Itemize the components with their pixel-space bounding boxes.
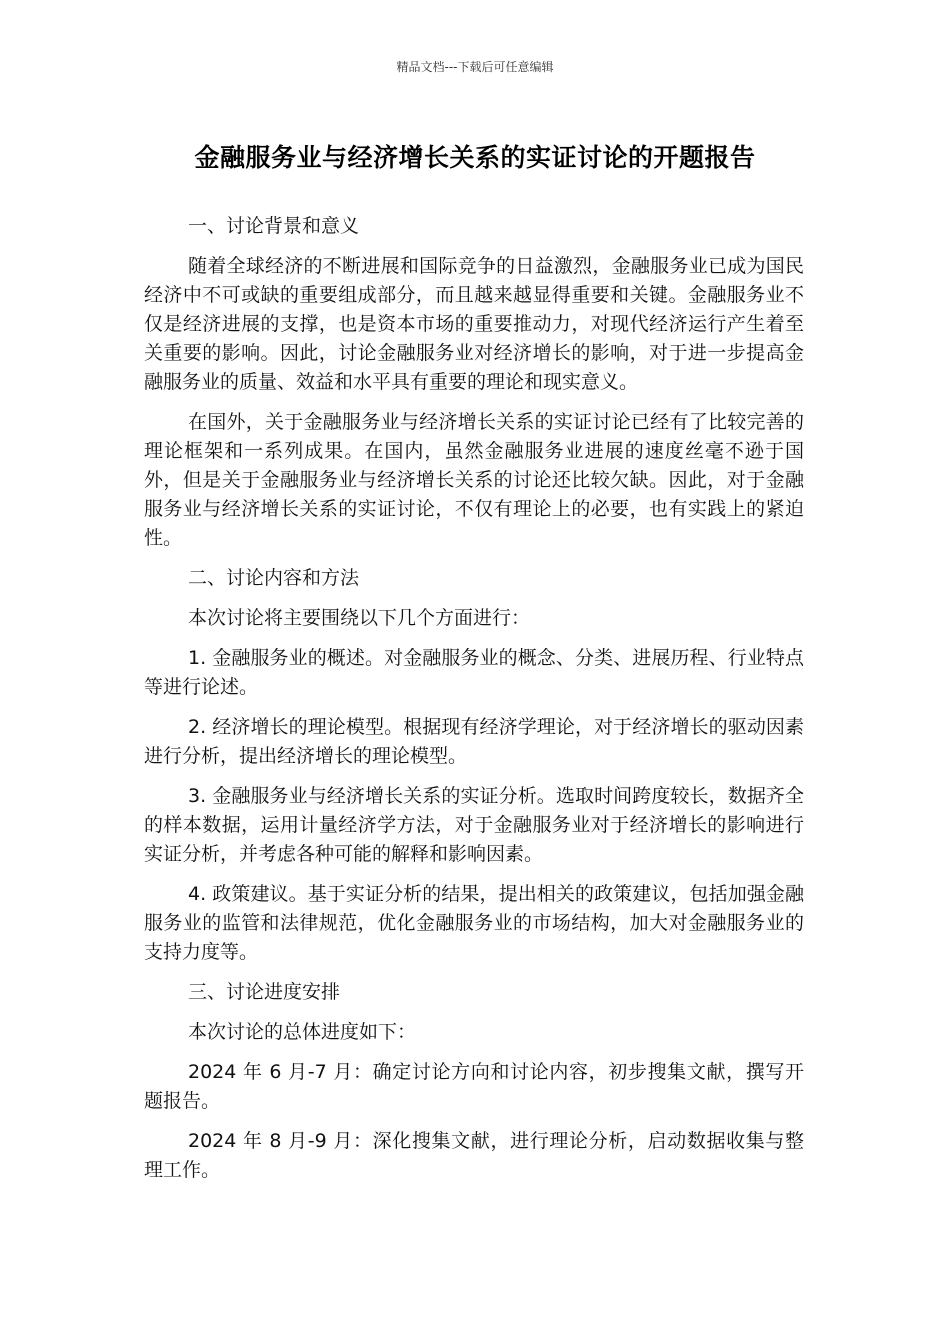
document-title: 金融服务业与经济增长关系的实证讨论的开题报告 bbox=[194, 143, 756, 172]
schedule-item-june-july: 2024 年 6 月-7 月：确定讨论方向和讨论内容，初步搜集文献，撰写开题报告。 bbox=[144, 1061, 804, 1112]
paragraph-background-1: 随着全球经济的不断进展和国际竞争的日益激烈，金融服务业已成为国民经济中不可或缺的重要组成部分，而且越来越显得重要和关键。金融服务业不仅是经济进展的支撑，也是资本市场的重要推动力，对现代经济运行产生着至关重要的影响。因此，讨论金融服务业对经济增长的影响，对于进一步提高金融服务业的质量、效益和水平具有重要的理论和现实意义。 bbox=[144, 255, 804, 393]
paragraph-content-intro: 本次讨论将主要围绕以下几个方面进行： bbox=[188, 607, 531, 629]
section-heading-content-methods: 二、讨论内容和方法 bbox=[188, 567, 360, 589]
section-heading-background: 一、讨论背景和意义 bbox=[188, 215, 360, 237]
list-item-empirical-analysis: 3. 金融服务业与经济增长关系的实证分析。选取时间跨度较长，数据齐全的样本数据，运用计量经济学方法，对于金融服务业对于经济增长的影响进行实证分析，并考虑各种可能的解释和影响因素。 bbox=[144, 785, 804, 865]
section-heading-schedule: 三、讨论进度安排 bbox=[188, 981, 341, 1003]
list-item-growth-model: 2. 经济增长的理论模型。根据现有经济学理论，对于经济增长的驱动因素进行分析，提出经济增长的理论模型。 bbox=[144, 716, 804, 767]
document-body bbox=[144, 212, 804, 1196]
list-item-policy: 4. 政策建议。基于实证分析的结果，提出相关的政策建议，包括加强金融服务业的监管和法律规范，优化金融服务业的市场结构，加大对金融服务业的支持力度等。 bbox=[144, 883, 804, 963]
paragraph-schedule-intro: 本次讨论的总体进度如下： bbox=[188, 1021, 417, 1043]
paragraph-background-2: 在国外，关于金融服务业与经济增长关系的实证讨论已经有了比较完善的理论框架和一系列成果。在国内，虽然金融服务业进展的速度丝毫不逊于国外，但是关于金融服务业与经济增长关系的讨论还比较欠缺。因此，对于金融服务业与经济增长关系的实证讨论，不仅有理论上的必要，也有实践上的紧迫性。 bbox=[144, 411, 804, 549]
schedule-item-august-september: 2024 年 8 月-9 月：深化搜集文献，进行理论分析，启动数据收集与整理工作。 bbox=[144, 1130, 804, 1181]
list-item-overview: 1. 金融服务业的概述。对金融服务业的概念、分类、进展历程、行业特点等进行论述。 bbox=[144, 647, 804, 698]
page-header-note: 精品文档---下载后可任意编辑 bbox=[396, 60, 554, 74]
